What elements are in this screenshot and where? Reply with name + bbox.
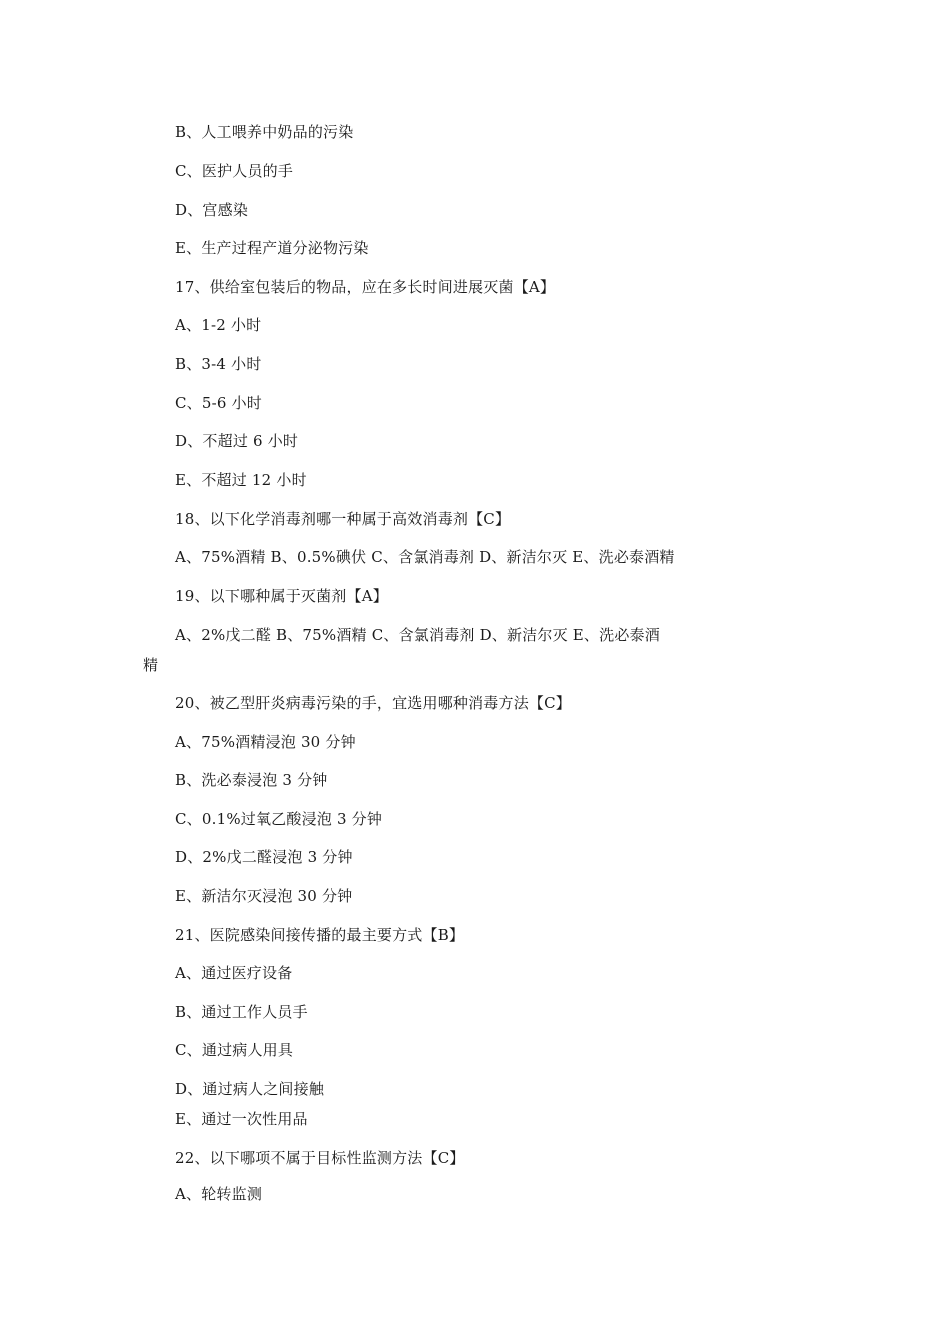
q20-option-c: C、0.1%过氧乙酸浸泡 3 分钟 <box>175 810 383 828</box>
q21-option-c: C、通过病人用具 <box>175 1041 294 1059</box>
question-19: 19、以下哪种属于灭菌剂【A】 <box>175 587 388 605</box>
question-17: 17、供给室包装后的物品，应在多长时间进展灭菌【A】 <box>175 278 556 296</box>
q22-option-a: A、轮转监测 <box>175 1185 263 1203</box>
question-21: 21、医院感染间接传播的最主要方式【B】 <box>175 926 465 944</box>
q17-option-b: B、3-4 小时 <box>175 355 262 373</box>
q21-option-b: B、通过工作人员手 <box>175 1003 308 1021</box>
q20-option-a: A、75%酒精浸泡 30 分钟 <box>175 733 356 751</box>
option-d-line: D、宫感染 <box>175 201 249 219</box>
option-e-line: E、生产过程产道分泌物污染 <box>175 239 369 257</box>
q17-option-e: E、不超过 12 小时 <box>175 471 307 489</box>
q21-option-a: A、通过医疗设备 <box>175 964 293 982</box>
q20-option-d: D、2%戊二醛浸泡 3 分钟 <box>175 848 353 866</box>
q17-option-c: C、5-6 小时 <box>175 394 263 412</box>
question-22: 22、以下哪项不属于目标性监测方法【C】 <box>175 1149 465 1167</box>
q19-options: A、2%戊二醛 B、75%酒精 C、含氯消毒剂 D、新洁尔灭 E、洗必泰酒 <box>175 626 660 644</box>
q17-option-a: A、1-2 小时 <box>175 316 262 334</box>
option-c-line: C、医护人员的手 <box>175 162 294 180</box>
q20-option-b: B、洗必泰浸泡 3 分钟 <box>175 771 328 789</box>
q21-option-d: D、通过病人之间接触 <box>175 1080 325 1098</box>
q18-options: A、75%酒精 B、0.5%碘伏 C、含氯消毒剂 D、新洁尔灭 E、洗必泰酒精 <box>175 548 675 566</box>
q21-option-e: E、通过一次性用品 <box>175 1110 308 1128</box>
question-20: 20、被乙型肝炎病毒污染的手，宜选用哪种消毒方法【C】 <box>175 694 571 712</box>
q19-options-continued: 精 <box>143 656 159 674</box>
q20-option-e: E、新洁尔灭浸泡 30 分钟 <box>175 887 353 905</box>
option-b-line: B、人工喂养中奶品的污染 <box>175 123 354 141</box>
question-18: 18、以下化学消毒剂哪一种属于高效消毒剂【C】 <box>175 510 511 528</box>
q17-option-d: D、不超过 6 小时 <box>175 432 299 450</box>
